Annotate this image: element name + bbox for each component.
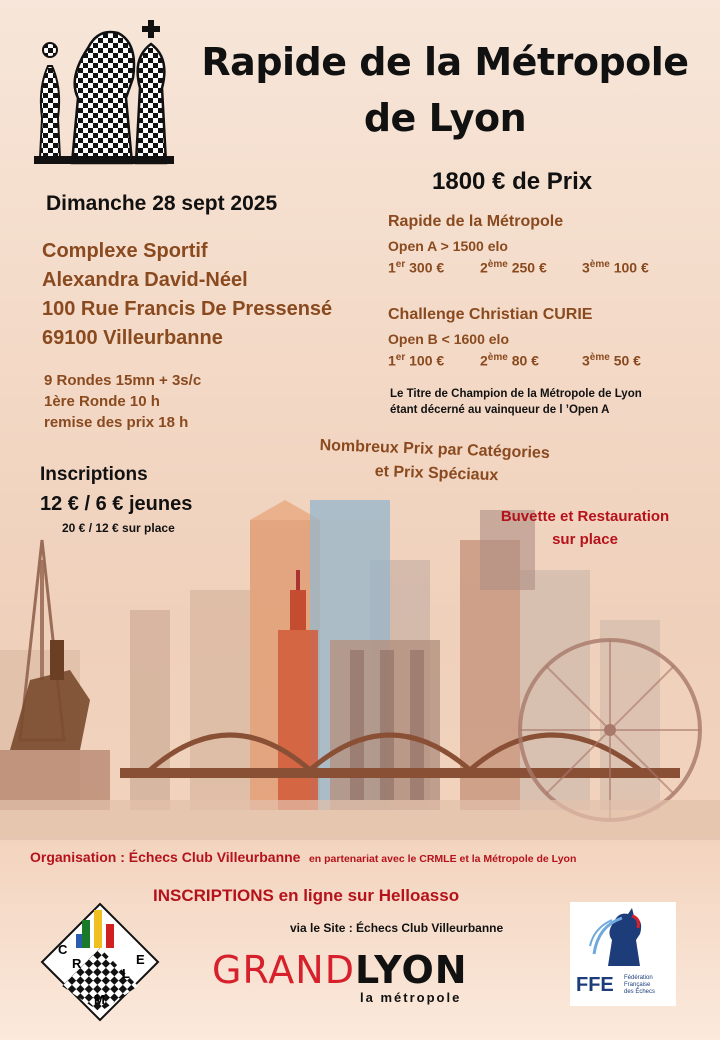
venue-line1: Complexe Sportif xyxy=(42,240,208,262)
champion-note xyxy=(390,386,642,418)
registration-on-site: 20 € / 12 € sur place xyxy=(62,521,175,535)
chess-pieces-icon xyxy=(28,18,178,168)
open-a-name: Rapide de la Métropole xyxy=(388,213,564,230)
open-a-prize-2: 2ème 250 € xyxy=(480,259,547,276)
grandlyon-lyon: LYON xyxy=(355,948,468,992)
venue-address: 100 Rue Francis De Pressensé xyxy=(42,298,333,320)
prize-giving: remise des prix 18 h xyxy=(44,414,189,431)
crmle-letter: L xyxy=(122,966,130,981)
crmle-letter: M xyxy=(94,992,105,1007)
open-b-criteria: Open B < 1600 elo xyxy=(388,331,509,347)
inscriptions-online: INSCRIPTIONS en ligne sur Helloasso xyxy=(153,886,460,905)
open-b-prize-1: 1er 100 € xyxy=(388,352,445,369)
lyon-skyline-illustration xyxy=(0,500,720,840)
event-date: Dimanche 28 sept 2025 xyxy=(46,192,278,215)
venue-city: 69100 Villeurbanne xyxy=(42,327,223,349)
crmle-letter: E xyxy=(136,952,145,967)
rooster-icon xyxy=(588,906,658,970)
schedule-block xyxy=(44,370,201,433)
ffe-logo xyxy=(570,902,676,1006)
venue-line2: Alexandra David-Néel xyxy=(42,269,248,291)
crmle-letter: C xyxy=(58,942,68,957)
grandlyon-subtitle: la métropole xyxy=(360,990,462,1005)
open-a-criteria: Open A > 1500 elo xyxy=(388,238,508,254)
page-title-line2: de Lyon xyxy=(363,96,527,140)
venue-block xyxy=(42,237,332,353)
ffe-fullname: Fédération Française des Échecs xyxy=(624,975,656,995)
grandlyon-logo xyxy=(212,948,468,992)
buvette-line2: sur place xyxy=(552,531,618,548)
open-b-prize-3: 3ème 50 € xyxy=(582,352,641,369)
registration-heading: Inscriptions xyxy=(40,464,148,485)
grandlyon-grand: GRAND xyxy=(212,948,355,992)
crmle-logo xyxy=(38,900,162,1024)
open-a-prize-1: 1er 300 € xyxy=(388,259,445,276)
prize-total: 1800 € de Prix xyxy=(432,168,593,195)
organisation-line xyxy=(30,849,576,867)
buvette-note xyxy=(470,505,700,551)
registration-fees: 12 € / 6 € jeunes xyxy=(40,493,193,515)
ffe-abbr: FFE xyxy=(576,974,614,996)
page-title: Rapide de la Métropole xyxy=(201,40,689,84)
categories-line1: Nombreux Prix par Catégories xyxy=(319,436,551,463)
organisation-label: Organisation : Échecs Club Villeurbanne xyxy=(30,849,301,865)
champion-note-line2: étant décerné au vainqueur de l ’Open A xyxy=(390,404,610,416)
crmle-letter: R xyxy=(72,956,82,971)
rounds-info: 9 Rondes 15mn + 3s/c xyxy=(44,372,202,389)
categories-note xyxy=(318,434,550,490)
champion-note-line1: Le Titre de Champion de la Métropole de Lyon xyxy=(390,388,642,400)
categories-line2: et Prix Spéciaux xyxy=(374,462,499,485)
open-b-name: Challenge Christian CURIE xyxy=(388,306,593,323)
open-b-prize-2: 2ème 80 € xyxy=(480,352,539,369)
organisation-partners: en partenariat avec le CRMLE et la Métropole de Lyon xyxy=(308,853,577,865)
via-site: via le Site : Échecs Club Villeurbanne xyxy=(290,921,504,935)
first-round: 1ère Ronde 10 h xyxy=(44,393,160,410)
buvette-line1: Buvette et Restauration xyxy=(500,508,670,525)
open-a-prize-3: 3ème 100 € xyxy=(582,259,649,276)
